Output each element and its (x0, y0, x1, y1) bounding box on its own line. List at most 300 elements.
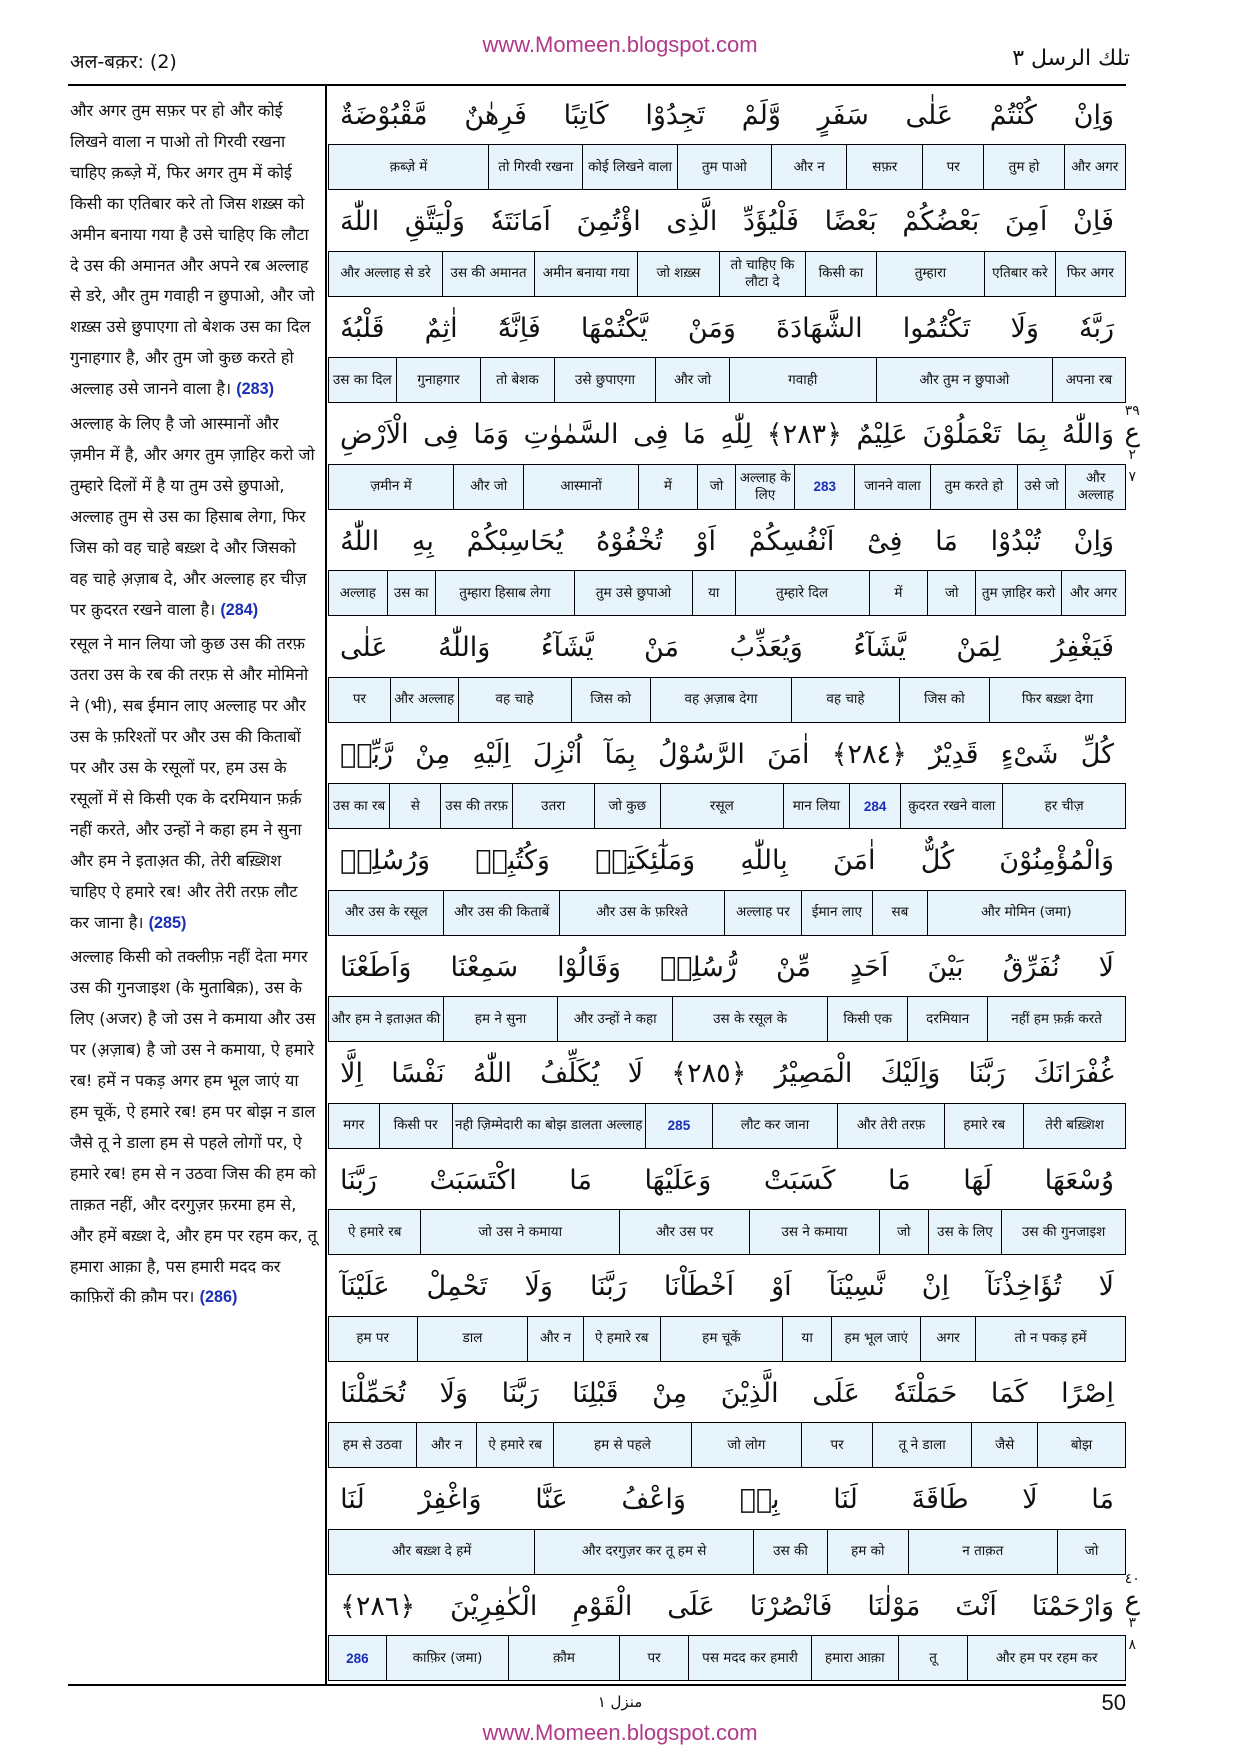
arabic-line (328, 1258, 1126, 1316)
meaning-cell: और उस पर (619, 1210, 749, 1254)
meaning-cell: फिर अगर (1055, 252, 1125, 296)
translation-text: अल्लाह किसी को तक्लीफ़ नहीं देता मगर उस की गुनजाइश (के मुताबिक़), उस के लिए (अजर) है जो उस ने कमाया और उस पर (अ़ज़ाब) है जो उस ने कमाया, ऐ हमारे रब! हमें न पकड़ अगर हम भूल जाएं या हम चूकें, ऐ हमारे रब! हम पर बोझ न डाल जैसे तू ने डाला हम से पहले लोगों पर, ऐ हमारे रब! हम से न उठवा जिस की हम को ताक़त नहीं, और दरगुज़र फ़रमा हम से, और हमें बख़्श दे, और हम पर रहम कर, तू हमारा आक़ा है, पस हमारी मदद कर काफ़िरों की क़ौम पर। (70, 947, 318, 1307)
arabic-word: اللّٰهَ (340, 206, 380, 237)
arabic-word: وَلَا (1010, 312, 1039, 344)
arabic-word: غُفْرَانَكَ (1033, 1058, 1114, 1089)
arabic-word: سَفَرٍ (817, 99, 869, 131)
meaning-cell: जो (697, 465, 735, 509)
arabic-word: وَاِلَيْكَ (880, 1058, 941, 1089)
arabic-word: لِمَنْ (956, 632, 1001, 663)
meaning-cell: उस का रब (333, 797, 386, 814)
arabic-line (328, 1364, 1126, 1422)
verse-block (328, 725, 1126, 832)
meaning-cell: ऐ हमारे रब (476, 1423, 553, 1467)
arabic-word: طَاقَةَ (911, 1484, 969, 1515)
arabic-word: لَنَا (833, 1484, 858, 1515)
arabic-word: قَلْبُهٗ (340, 312, 385, 344)
arabic-word: مَا (1091, 1484, 1114, 1515)
arabic-word: وَقَالُوْا (557, 951, 621, 983)
arabic-word: مَنْ (644, 632, 680, 663)
arabic-word: لَا (627, 1058, 644, 1089)
arabic-word: وَّلَمْ (741, 99, 781, 131)
arabic-word: الَّذِى (666, 206, 718, 237)
verse-block (328, 86, 1126, 193)
meaning-cell: गवाही (729, 358, 876, 402)
arabic-word: بِهٖ (739, 1484, 780, 1515)
meaning-cell: अमीन बनाया गया (534, 252, 637, 296)
meaning-cell: तेरी बख़्शिश (1023, 1104, 1125, 1148)
arabic-word: تَجِدُوْا (645, 99, 705, 131)
arabic-word: بِاللّٰهِ (740, 845, 788, 876)
meaning-cell: या (782, 1317, 832, 1361)
meaning-cell: वह चाहे (458, 678, 571, 722)
arabic-word: مَّقْبُوْضَةٌ (340, 99, 428, 131)
arabic-word: فَاِنَّهٗٓ (497, 312, 541, 344)
meaning-cell: क़ौम (508, 1636, 619, 1680)
meaning-cell: और दरगुज़र कर तू हम से (534, 1530, 753, 1574)
ruku-mark-side: ٢ (1128, 447, 1136, 463)
arabic-word: رَبَّهٗ (1078, 312, 1114, 344)
header-url[interactable]: www.Momeen.blogspot.com (482, 32, 758, 57)
arabic-word: اَوْ (771, 1271, 792, 1302)
arabic-word: بِمَآ (604, 738, 636, 770)
meaning-cell: तू (898, 1636, 968, 1680)
arabic-word: مِنْ (652, 1377, 688, 1409)
arabic-word: شَىْءٍ (1000, 738, 1059, 770)
meaning-cell: क़ब्ज़े में (389, 158, 428, 175)
meaning-cell: तुम्हारा (876, 252, 985, 296)
page-number: 50 (1101, 1690, 1126, 1715)
meaning-cell: में (638, 465, 698, 509)
arabic-word: لَهَا (963, 1164, 993, 1196)
arabic-line (328, 86, 1126, 144)
arabic-word: وَمَا (473, 419, 510, 450)
translation-paragraph (70, 629, 318, 938)
arabic-word: اكْتَسَبَتْ (429, 1164, 517, 1196)
arabic-word: اَوْ (695, 525, 717, 557)
arabic-word: بَعْضًا (824, 206, 877, 237)
meaning-cell: लौट कर जाना (712, 1104, 837, 1148)
verse-number: (283) (236, 380, 275, 399)
meaning-cell: उतरा (512, 784, 594, 828)
arabic-word: تُؤَاخِذْنَآ (986, 1271, 1062, 1302)
ruku-mark-bottom: ٧ (1128, 469, 1136, 485)
meaning-cell: नही ज़िम्मेदारी का बोझ डालता अल्लाह (452, 1104, 645, 1148)
arabic-word: كَمَا (990, 1377, 1028, 1409)
verse-block (328, 1045, 1126, 1152)
arabic-word: وَاِنْ (1073, 525, 1114, 557)
meaning-cell: में (869, 571, 928, 615)
arabic-word: بِهِ (411, 525, 434, 557)
footer-url[interactable]: www.Momeen.blogspot.com (482, 1720, 758, 1745)
meaning-cell: सफ़र (846, 145, 922, 189)
arabic-word: كَاتِبًا (563, 99, 609, 131)
ruku-mark-top: ٣٩ (1124, 403, 1140, 419)
meaning-cell: हम को (827, 1530, 907, 1574)
ruku-mark-2 (1124, 1568, 1140, 1656)
arabic-word: اِنْ (921, 1271, 950, 1302)
arabic-word: وَارْحَمْنَا (1031, 1590, 1114, 1622)
meaning-cell: सब (872, 891, 927, 935)
arabic-word: اَخْطَاْنَا (663, 1271, 735, 1302)
arabic-word: مَا (888, 1164, 911, 1196)
meaning-cell: और तुम न छुपाओ (876, 358, 1052, 402)
arabic-word: ﴿٢٨٦﴾ (340, 1590, 416, 1622)
meaning-cell: नहीं हम फ़र्क़ करते (987, 997, 1125, 1041)
verse-block (328, 1577, 1126, 1684)
meaning-row (328, 1209, 1126, 1255)
arabic-word: مِنْ (415, 738, 451, 770)
meaning-cell: जिस को (571, 678, 650, 722)
frame-bottom-border (68, 1684, 1126, 1686)
arabic-line (328, 1045, 1126, 1103)
meaning-cell: और न (527, 1317, 582, 1361)
meaning-cell: अल्लाह पर (724, 891, 801, 935)
arabic-word: الشَّهَادَةَ (776, 312, 863, 344)
meaning-cell: और अगर (1061, 571, 1125, 615)
meaning-cell: जो (927, 571, 975, 615)
meaning-cell: ऐ हमारे रब (347, 1223, 402, 1240)
verse-block (328, 1364, 1126, 1471)
juz-header: تلك الرسل ٣ (1012, 46, 1130, 71)
meaning-cell: हम ने सुना (443, 997, 558, 1041)
meaning-row (328, 1316, 1126, 1362)
arabic-word: يَّشَآءُ (853, 632, 906, 663)
arabic-word: لَا (1098, 1271, 1114, 1302)
arabic-word: ﴿٢٨٣﴾ (766, 419, 842, 450)
meaning-row (328, 1529, 1126, 1575)
meaning-cell: डाल (417, 1317, 528, 1361)
meaning-cell: उस की तरफ़ (440, 784, 512, 828)
arabic-word: وَاعْفُ (621, 1484, 686, 1515)
meaning-cell: हम से पहले (553, 1423, 691, 1467)
arabic-word: بِمَا (1015, 419, 1048, 450)
arabic-word: عَلَى (812, 1377, 860, 1409)
meaning-cell: तू ने डाला (872, 1423, 971, 1467)
meaning-cell: ऐ हमारे रब (583, 1317, 660, 1361)
verse-number: (284) (220, 600, 259, 619)
meaning-cell: और न (771, 145, 847, 189)
arabic-word: سَمِعْنَا (450, 951, 519, 983)
arabic-word: تَكْتُمُوا (902, 312, 971, 344)
meaning-cell: और अगर (1064, 145, 1125, 189)
arabic-word: فَانْصُرْنَا (749, 1590, 833, 1622)
arabic-word: فَاِنْ (1073, 206, 1114, 237)
meaning-row (328, 1103, 1126, 1149)
meaning-cell: पर (619, 1636, 689, 1680)
meaning-cell: उस के लिए (928, 1210, 1002, 1254)
arabic-word: فِى (633, 419, 669, 450)
meaning-cell: जो शख़्स (637, 252, 718, 296)
arabic-line (328, 938, 1126, 996)
arabic-word: وُسْعَهَا (1044, 1164, 1114, 1196)
meaning-cell: मान लिया (783, 784, 849, 828)
arabic-word: اَنْفُسِكُمْ (748, 525, 835, 557)
meaning-cell: तो न पकड़ हमें (975, 1317, 1125, 1361)
arabic-word: اَنْتَ (955, 1590, 997, 1622)
arabic-word: اٰثِمٌ (424, 312, 458, 344)
meaning-cell: एतिबार करे (984, 252, 1054, 296)
arabic-word: وَكُتُبِهٖ (475, 845, 550, 876)
meaning-row (328, 890, 1126, 936)
meaning-cell: क़ुदरत रखने वाला (900, 784, 1002, 828)
meaning-cell: ईमान लाए (801, 891, 872, 935)
arabic-word: وَالْمُؤْمِنُوْنَ (999, 845, 1114, 876)
meaning-row (328, 996, 1126, 1042)
meaning-cell: से (389, 784, 440, 828)
meaning-cell: पर (922, 145, 983, 189)
manzil-label: منزل ١ (597, 1693, 643, 1711)
meaning-cell: जानने वाला (854, 465, 930, 509)
meaning-cell: कोई लिखने वाला (582, 145, 676, 189)
meaning-cell: अल्लाह (339, 584, 376, 601)
arabic-word: فَرِهٰنٌ (464, 99, 527, 131)
meaning-cell: तो चाहिए कि लौटा दे (719, 252, 806, 296)
verse-number: (286) (199, 1288, 238, 1307)
arabic-word: يُحَاسِبْكُمْ (466, 525, 564, 557)
surah-header: अल-बक़र: (2) (70, 51, 177, 73)
arabic-line (328, 406, 1126, 464)
translation-column (70, 96, 318, 1317)
arabic-word: يَّشَآءُ (540, 632, 594, 663)
arabic-word: نَّسِيْنَآ (828, 1271, 885, 1302)
meaning-cell: जैसे (971, 1423, 1037, 1467)
arabic-word: فِىْٓ (867, 525, 903, 557)
arabic-word: رَبَّنَا (340, 1164, 377, 1196)
arabic-word: رَبَّنَا (968, 1058, 1006, 1089)
meaning-cell: तुम उसे छुपाओ (574, 571, 692, 615)
arabic-word: قَدِيْرٌ (929, 738, 979, 770)
meaning-cell: और बख़्श दे हमें (391, 1543, 472, 1559)
meaning-cell: अल्लाह के लिए (735, 465, 795, 509)
meaning-row (328, 677, 1126, 723)
verse-block (328, 938, 1126, 1045)
arabic-word: فِى (423, 419, 459, 450)
verse-block (328, 832, 1126, 939)
arabic-word: عَلِيْمٌ (856, 419, 908, 450)
meaning-cell: और उस की किताबें (443, 891, 558, 935)
arabic-word: عَلَى (667, 1590, 715, 1622)
meaning-cell: और उन्हों ने कहा (557, 997, 672, 1041)
meaning-cell: किसी का (805, 252, 875, 296)
meaning-cell: किसी पर (379, 1104, 452, 1148)
arabic-word: ﴿٢٨٤﴾ (831, 738, 907, 770)
meaning-row (328, 783, 1126, 829)
column-divider (325, 84, 327, 1684)
arabic-line (328, 1577, 1126, 1635)
meaning-cell: तो गिरवी रखना (488, 145, 582, 189)
meaning-cell: तुम पाओ (677, 145, 771, 189)
verse-block (328, 193, 1126, 300)
arabic-word: اللّٰهُ (340, 525, 380, 557)
ruku-mark-top: ٤٠ (1124, 1571, 1140, 1587)
arabic-word: رَّبِّهٖ (340, 738, 393, 770)
meaning-cell: हम भूल जाएं (831, 1317, 920, 1361)
meaning-cell: 285 (645, 1104, 713, 1148)
translation-paragraph (70, 942, 318, 1313)
arabic-word: كُلِّ (1080, 738, 1114, 770)
meaning-cell: 284 (849, 784, 900, 828)
meaning-cell: अपना रब (1052, 358, 1125, 402)
meaning-cell: जो (879, 1210, 928, 1254)
meaning-cell: और अल्लाह (390, 678, 458, 722)
meaning-cell: उसे जो (1017, 465, 1066, 509)
arabic-line (328, 619, 1126, 677)
ruku-mark-label: ع (1124, 418, 1140, 448)
arabic-word: وَمَنْ (687, 312, 736, 344)
meaning-cell: या (692, 571, 735, 615)
translation-text: रसूल ने मान लिया जो कुछ उस की तरफ़ उतरा उस के रब की तरफ़ से और मोमिनो ने (भी), सब ईमान लाए अल्लाह पर और उस के फ़रिश्तों पर और उस की किताबों पर और उस के रसूलों पर, हम उस के रसूलों में से किसी एक के दरमियान फ़र्क़ नहीं करते, और उन्हों ने कहा हम ने सुना और हम ने इताअ़त की, तेरी बख़्शिश चाहिए ऐ हमारे रब! और तेरी तरफ़ लौट कर जाना है। (70, 634, 309, 932)
arabic-word: يَّكْتُمْهَا (580, 312, 648, 344)
arabic-word: لِلّٰهِ (720, 419, 753, 450)
meaning-cell: और तेरी तरफ़ (837, 1104, 944, 1148)
arabic-word: وَاِنْ (1073, 99, 1114, 131)
arabic-word: بَعْضُكُمْ (902, 206, 980, 237)
arabic-word: الَّذِيْنَ (720, 1377, 779, 1409)
arabic-word: تَعْمَلُوْنَ (922, 419, 1002, 450)
meaning-cell: हम पर (356, 1330, 390, 1346)
arabic-word: وَاَطَعْنَا (340, 951, 412, 983)
translation-paragraph (70, 409, 318, 625)
meaning-cell: और मोमिन (जमा) (927, 891, 1125, 935)
arabic-word: نَفْسًا (391, 1058, 445, 1089)
arabic-word: اُنْزِلَ (532, 738, 583, 770)
meaning-cell: और उस के रसूल (344, 904, 428, 920)
meaning-cell: और हम पर रहम कर (967, 1636, 1125, 1680)
arabic-word: وَيُعَذِّبُ (729, 632, 803, 663)
meaning-cell: उसे छुपाएगा (554, 358, 656, 402)
meaning-cell: और जो (453, 465, 523, 509)
ruku-mark-1 (1124, 400, 1140, 488)
ruku-mark-side: ٣ (1128, 1615, 1136, 1631)
meaning-cell: रसूल (660, 784, 783, 828)
meaning-cell: दरमियान (907, 997, 987, 1041)
meaning-cell: हमारा आक़ा (811, 1636, 898, 1680)
arabic-word: اؤْتُمِنَ (576, 206, 641, 237)
arabic-word: مَوْلٰنَا (867, 1590, 921, 1622)
meaning-cell: काफ़िर (जमा) (386, 1636, 508, 1680)
meaning-cell: और न (416, 1423, 476, 1467)
arabic-word: اَمِنَ (1004, 206, 1048, 237)
meaning-row (328, 1635, 1126, 1681)
verse-block (328, 299, 1126, 406)
arabic-word: عَلٰى (340, 632, 388, 663)
meaning-cell: उस की (753, 1530, 827, 1574)
meaning-cell: 286 (346, 1650, 369, 1666)
arabic-word: كُلٌّ (920, 845, 955, 876)
meaning-cell: तुम्हारे दिल (735, 571, 869, 615)
arabic-word: اٰمَنَ (767, 738, 810, 770)
meaning-cell: उस का दिल (332, 371, 392, 388)
arabic-word: وَعَلَيْهَا (644, 1164, 712, 1196)
meaning-cell: हर चीज़ (1002, 784, 1125, 828)
arabic-line (328, 1471, 1126, 1529)
meaning-row (328, 570, 1126, 616)
meaning-cell: उस की गुनजाइश (1001, 1210, 1125, 1254)
arabic-line (328, 512, 1126, 570)
arabic-word: اَحَدٍ (849, 951, 889, 983)
arabic-word: اَمَانَتَهٗ (490, 206, 551, 237)
meaning-cell: फिर बख़्श देगा (989, 678, 1125, 722)
arabic-word: وَلَا (524, 1271, 553, 1302)
verse-block (328, 406, 1126, 513)
arabic-word: تُحَمِّلْنَا (340, 1377, 406, 1409)
ruku-mark-bottom: ٨ (1128, 1637, 1136, 1653)
arabic-line (328, 193, 1126, 251)
arabic-word: فَيَغْفِرُ (1051, 632, 1114, 663)
arabic-word: عَلٰى (905, 99, 954, 131)
meaning-cell: पर (801, 1423, 872, 1467)
arabic-word: مَا (935, 525, 958, 557)
meaning-cell: हम से उठवा (342, 1436, 403, 1453)
arabic-word: اللّٰهُ (472, 1058, 513, 1089)
arabic-word: قَبْلِنَا (572, 1377, 619, 1409)
arabic-word: اٰمَنَ (833, 845, 876, 876)
meaning-row (328, 251, 1126, 297)
meaning-cell: उस ने कमाया (749, 1210, 879, 1254)
arabic-line (328, 725, 1126, 783)
meaning-cell: और हम ने इताअ़त की (331, 1010, 441, 1027)
arabic-word: الْمَصِيْرُ (774, 1058, 853, 1089)
meaning-cell: तुम हो (983, 145, 1063, 189)
meaning-cell: अगर (920, 1317, 975, 1361)
meaning-cell: हमारे रब (944, 1104, 1023, 1148)
meaning-cell: मगर (343, 1117, 365, 1133)
meaning-cell: जो (1057, 1530, 1125, 1574)
meaning-cell: आस्मानों (523, 465, 637, 509)
arabic-word: الرَّسُوْلُ (658, 738, 745, 770)
meaning-cell: किसी एक (827, 997, 907, 1041)
arabic-word: مَا (683, 419, 706, 450)
arabic-word: الْقَوْمِ (572, 1590, 633, 1622)
arabic-word: ﴿٢٨٥﴾ (671, 1058, 747, 1089)
arabic-word: عَنَّا (535, 1484, 568, 1515)
arabic-word: حَمَلْتَهٗ (893, 1377, 958, 1409)
verse-block (328, 1471, 1126, 1578)
meaning-row (328, 144, 1126, 190)
meaning-cell: गुनाहगार (396, 358, 481, 402)
word-by-word-grid (328, 86, 1126, 1684)
meaning-cell: जिस को (899, 678, 989, 722)
arabic-word: وَرُسُلِهٖ (340, 845, 431, 876)
arabic-line (328, 832, 1126, 890)
arabic-word: لَا (1098, 951, 1114, 983)
meaning-cell: तुम ज़ाहिर करो (975, 571, 1061, 615)
arabic-word: نُفَرِّقُ (1002, 951, 1060, 983)
arabic-word: وَاللّٰهُ (438, 632, 491, 663)
arabic-word: وَاللّٰهُ (1061, 419, 1114, 450)
ruku-mark-label: ع (1124, 1586, 1140, 1616)
arabic-word: اِلَيْهِ (472, 738, 511, 770)
meaning-cell: और अल्लाह से डरे (340, 265, 431, 281)
meaning-row (328, 357, 1126, 403)
meaning-cell: हम चूकें (660, 1317, 782, 1361)
arabic-word: فَلْيُؤَدِّ (743, 206, 799, 237)
arabic-word: يُكَلِّفُ (540, 1058, 600, 1089)
arabic-word: وَلْيَتَّقِ (404, 206, 465, 237)
meaning-cell: उस का (387, 571, 435, 615)
arabic-word: الْاَرْضِ (340, 419, 409, 450)
meaning-cell: तुम्हारा हिसाब लेगा (435, 571, 574, 615)
verse-block (328, 512, 1126, 619)
arabic-word: رَبَّنَا (589, 1271, 627, 1302)
arabic-word: مِّنْ (775, 951, 811, 983)
meaning-cell: जो कुछ (594, 784, 660, 828)
meaning-cell: बोझ (1037, 1423, 1125, 1467)
meaning-cell: और अल्लाह (1065, 465, 1125, 509)
arabic-word: لَا (1022, 1484, 1038, 1515)
verse-block (328, 1151, 1126, 1258)
